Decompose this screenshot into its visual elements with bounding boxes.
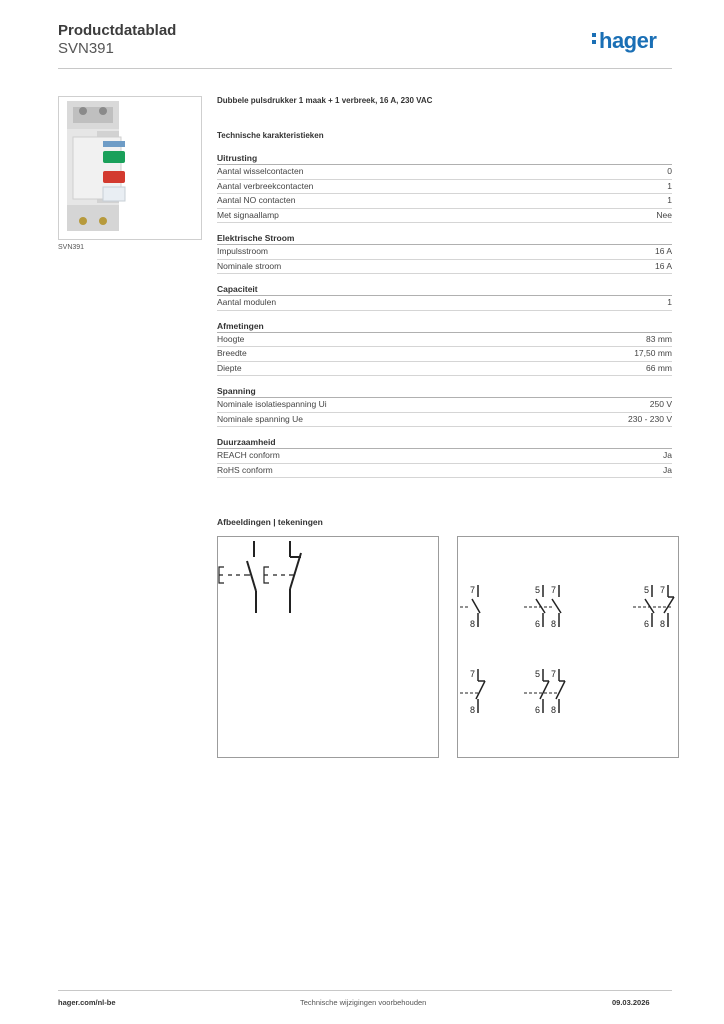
terminal-label-7: 7 xyxy=(551,669,557,679)
product-description: Dubbele pulsdrukker 1 maak + 1 verbreek, 16 A, 230 VAC xyxy=(217,96,433,105)
spec-value: 0 xyxy=(667,166,672,176)
terminal-label-5: 5 xyxy=(535,585,541,595)
section-heading: Capaciteit xyxy=(217,283,672,296)
spec-value: Nee xyxy=(656,209,672,220)
website-link[interactable]: hager.com/nl-be xyxy=(58,998,116,1007)
spec-row xyxy=(217,333,672,348)
spec-label: RoHS conform xyxy=(217,464,273,475)
spec-label: Impulsstroom xyxy=(217,246,269,256)
product-image-frame xyxy=(58,96,202,240)
terminal-label-7: 7 xyxy=(470,669,476,679)
section-spanning xyxy=(217,385,672,427)
product-image-caption: SVN391 xyxy=(58,244,85,251)
section-heading: Elektrische Stroom xyxy=(217,232,672,245)
terminal-label-5: 5 xyxy=(535,669,541,679)
terminal-label-8: 8 xyxy=(551,705,557,715)
terminal-label-6: 6 xyxy=(644,619,650,629)
technical-characteristics-heading: Technische karakteristieken xyxy=(217,131,324,140)
spec-value: 230 - 230 V xyxy=(628,413,672,424)
spec-row xyxy=(217,413,672,428)
terminal-label-8: 8 xyxy=(470,705,476,715)
section-heading: Spanning xyxy=(217,385,672,398)
spec-label: Aantal modulen xyxy=(217,297,277,307)
section-heading: Afmetingen xyxy=(217,320,672,333)
section-uitrusting xyxy=(217,152,672,223)
terminal-label-6: 6 xyxy=(535,705,541,715)
spec-value: Ja xyxy=(663,464,672,475)
spec-row xyxy=(217,362,672,377)
spec-row xyxy=(217,398,672,413)
header-divider xyxy=(58,68,672,69)
spec-row xyxy=(217,347,672,362)
terminal-label-8: 8 xyxy=(470,619,476,629)
specifications xyxy=(217,96,672,487)
spec-value: Ja xyxy=(663,450,672,460)
terminal-label-7: 7 xyxy=(660,585,666,595)
spec-value: 250 V xyxy=(649,399,672,409)
section-duurzaamheid xyxy=(217,436,672,478)
footer-notice: Technische wijzigingen voorbehouden xyxy=(300,998,427,1007)
section-heading: Uitrusting xyxy=(217,152,672,165)
drawings-heading: Afbeeldingen | tekeningen xyxy=(217,517,323,527)
hager-logo[interactable] xyxy=(592,28,656,54)
spec-value: 1 xyxy=(667,297,672,307)
green-push-button xyxy=(103,151,125,163)
spec-value: 17,50 mm xyxy=(634,348,672,358)
spec-label: Breedte xyxy=(217,348,247,358)
terminal-label-7: 7 xyxy=(470,585,476,595)
spec-label: Hoogte xyxy=(217,333,245,344)
section-heading: Duurzaamheid xyxy=(217,436,672,449)
spec-row xyxy=(217,194,672,209)
spec-value: 83 mm xyxy=(646,333,672,344)
spec-value: 66 mm xyxy=(646,362,672,373)
spec-row xyxy=(217,464,672,479)
spec-label: Nominale isolatiespanning Ui xyxy=(217,399,327,409)
terminal-label-5: 5 xyxy=(644,585,650,595)
document-title: Productdatablad xyxy=(58,22,177,39)
spec-label: Aantal wisselcontacten xyxy=(217,166,304,176)
spec-row xyxy=(217,180,672,195)
terminal-label-8: 8 xyxy=(660,619,666,629)
logo-text: hager xyxy=(599,28,657,53)
spec-row xyxy=(217,449,672,464)
contact-diagrams xyxy=(458,537,678,757)
terminal-label-8: 8 xyxy=(551,619,557,629)
product-image xyxy=(59,97,201,239)
section-elektrische-stroom xyxy=(217,232,672,274)
spec-label: Diepte xyxy=(217,362,242,373)
spec-row xyxy=(217,245,672,260)
spec-label: Aantal NO contacten xyxy=(217,195,296,205)
spec-row xyxy=(217,296,672,311)
spec-label: REACH conform xyxy=(217,450,280,460)
spec-value: 16 A xyxy=(654,260,672,271)
footer-date: 09.03.2026 xyxy=(612,998,650,1007)
section-afmetingen xyxy=(217,320,672,377)
spec-row xyxy=(217,209,672,224)
spec-label: Nominale stroom xyxy=(217,260,282,271)
logo-dots-icon xyxy=(592,30,597,46)
footer-divider xyxy=(58,990,672,991)
spec-row xyxy=(217,165,672,180)
pushbutton-symbol xyxy=(218,537,438,757)
section-capaciteit xyxy=(217,283,672,311)
red-push-button xyxy=(103,171,125,183)
spec-label: Aantal verbreekcontacten xyxy=(217,180,314,191)
terminal-label-6: 6 xyxy=(535,619,541,629)
article-number: SVN391 xyxy=(58,40,114,57)
spec-value: 16 A xyxy=(654,246,672,256)
spec-value: 1 xyxy=(667,195,672,205)
spec-row xyxy=(217,260,672,275)
schematic-symbol-drawing xyxy=(217,536,439,758)
terminal-label-7: 7 xyxy=(551,585,557,595)
spec-value: 1 xyxy=(667,180,672,191)
spec-label: Nominale spanning Ue xyxy=(217,413,303,424)
wiring-diagrams-drawing xyxy=(457,536,679,758)
spec-label: Met signaallamp xyxy=(217,209,279,220)
